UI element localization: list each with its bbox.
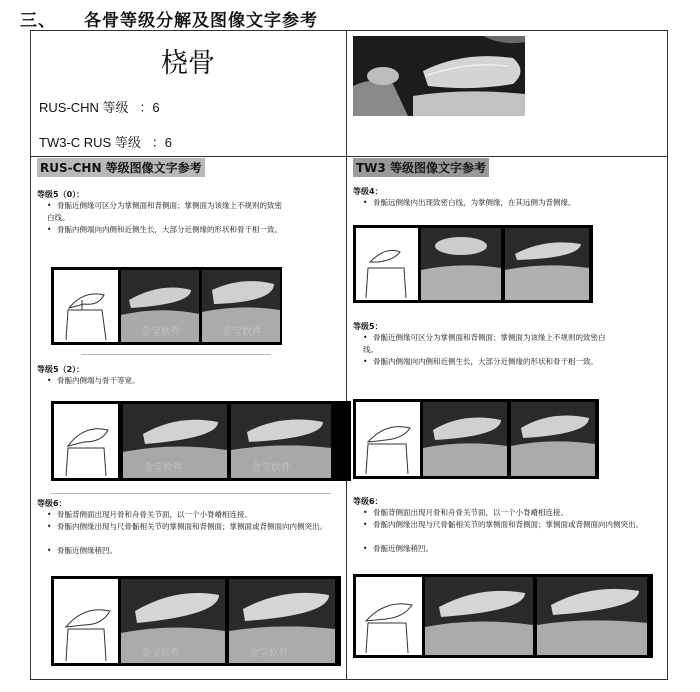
xray-image [505,228,589,300]
grade-title: 等级5（2）： [37,365,85,374]
watermark: 金宝软件 [222,327,262,338]
section-number: 三、 [20,11,56,31]
xray-image [229,579,335,663]
watermark: 金宝软件 [141,327,181,338]
tw3-column-title: TW3 等级图像文字参考 [353,158,489,177]
bullet-item: • 骨骺内侧缘出现与尺骨骺相关节的掌侧面和背侧面；掌侧面或背侧面向内侧突出。 [47,522,327,531]
grade-title: 等级6： [37,499,67,508]
row-divider [31,156,667,157]
reference-table [30,30,668,680]
xray-image [123,404,227,478]
watermark: 金宝软件 [143,463,183,474]
bone-drawing [356,577,422,655]
xray-image [121,270,199,342]
rus-chn-value: ：6 [139,100,160,115]
bullet-item: • 骨骺近侧缘稍凹。 [363,544,433,553]
grade-title: 等级6： [353,497,383,506]
image-strip [353,399,599,479]
separator [51,493,331,494]
grade-title: 等级4： [353,187,383,196]
bone-drawing [54,270,118,342]
radius-xray-image [353,36,525,116]
bullet-item: • 骨骺内侧端向内侧和近侧生长，大部分近侧缘的形状和骨干相一致。 [47,225,282,234]
xray-image [121,579,225,663]
separator [81,354,271,355]
xray-image [423,402,507,476]
xray-image [511,402,595,476]
xray-image [231,404,331,478]
xray-image [421,228,501,300]
tw3-label: TW3-C RUS 等级 [39,135,141,150]
bone-drawing [356,228,418,300]
bone-name: 桡骨 [161,48,215,79]
xray-image [425,577,533,655]
watermark: 金宝软件 [249,648,289,659]
rus-chn-label: RUS-CHN 等级 [39,100,129,115]
image-strip [353,225,593,303]
grade-title: 等级5（0）： [37,190,85,199]
watermark: 金宝软件 [141,648,181,659]
bullet-item: • 骨骺远侧缘内出现致密白线，为掌侧缘，在其远侧为背侧缘。 [363,198,576,207]
tw3-value: ：6 [151,135,172,150]
section-title: 各骨等级分解及图像文字参考 [84,11,318,31]
watermark: 金宝软件 [251,463,291,474]
xray-image [202,270,280,342]
bullet-item: • 骨骺背侧面出现月骨和舟骨关节面，以一个小脊嵴相连接。 [363,508,568,517]
image-strip [51,576,341,666]
bone-drawing [54,579,118,663]
bullet-item: • 骨骺近侧缘可区分为掌侧面和背侧面；掌侧面为该缘上不规则的致密白线。 [363,333,606,354]
bullet-item: • 骨骺内侧端向内侧和近侧生长，大部分近侧缘的形状和骨干相一致。 [363,357,598,366]
grade-title: 等级5： [353,322,383,331]
bullet-item: • 骨骺近侧缘稍凹。 [47,546,117,555]
bullet-item: • 骨骺内侧缘出现与尺骨骺相关节的掌侧面和背侧面；掌侧面或背侧面向内侧突出。 [363,520,643,529]
tw3-grade [39,132,172,151]
bullet-item: • 骨骺背侧面出现月骨和舟骨关节面，以一个小脊嵴相连接。 [47,510,252,519]
image-strip [353,574,653,658]
section-heading [20,6,318,31]
bullet-item: • 骨骺内侧端与骨干等宽。 [47,376,140,385]
bone-drawing [54,404,118,478]
column-divider [346,31,347,679]
rus-chn-column-title: RUS-CHN 等级图像文字参考 [37,158,205,177]
bullet-item: • 骨骺近侧缘可区分为掌侧面和背侧面；掌侧面为该缘上不规则的致密白线。 [47,201,282,222]
image-strip [51,267,282,345]
rus-chn-grade [39,97,160,116]
xray-image [537,577,647,655]
bone-drawing [356,402,420,476]
image-strip [51,401,351,481]
